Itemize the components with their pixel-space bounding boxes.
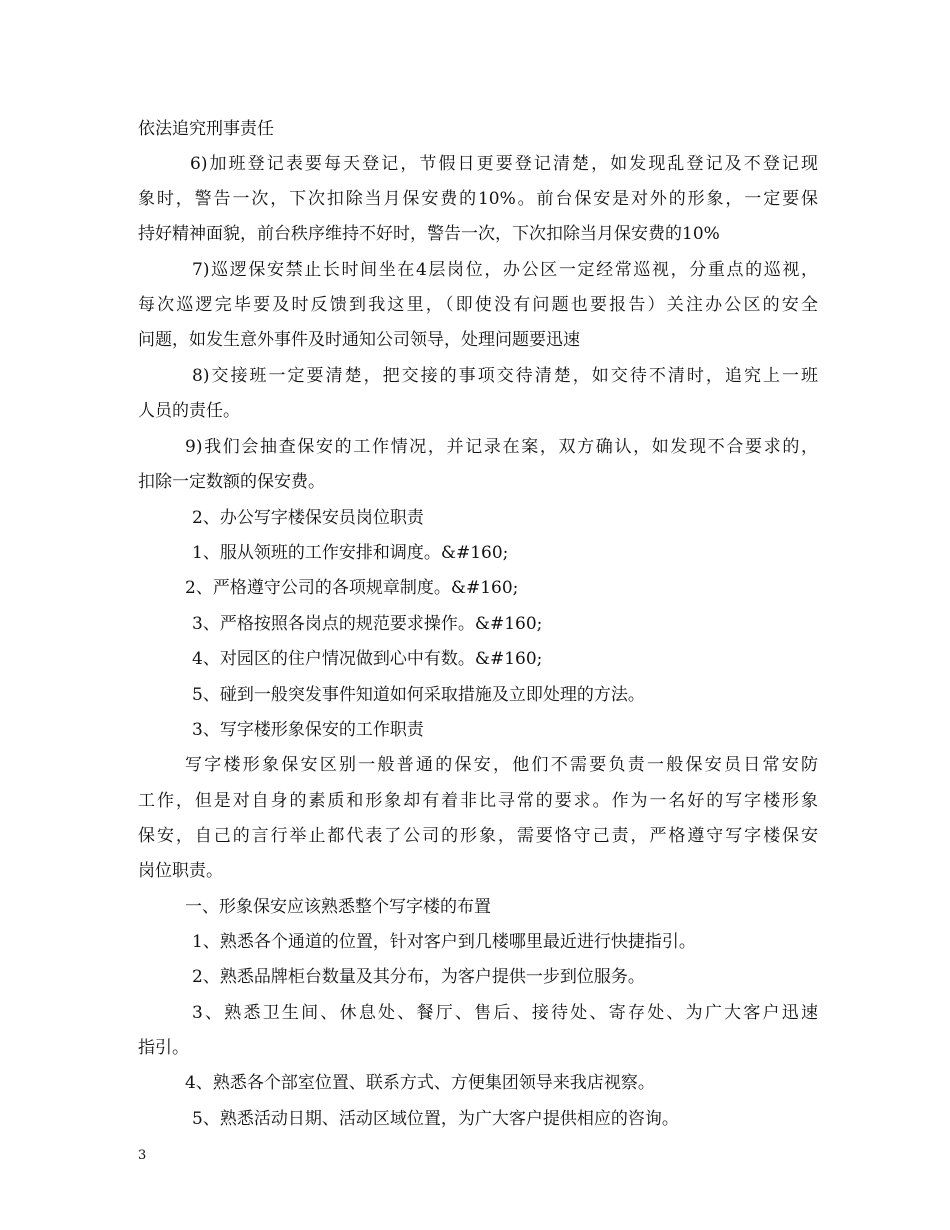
text-line: 2、熟悉品牌柜台数量及其分布，为客户提供一步到位服务。 <box>192 967 645 987</box>
text-line: 问题，如发生意外事件及时通知公司领导，处理问题要迅速 <box>138 330 580 350</box>
text-line: 人员的责任。 <box>138 401 240 421</box>
text-line: 3、熟悉卫生间、休息处、餐厅、售后、接待处、寄存处、为广大客户迅速 <box>192 1003 818 1023</box>
text-line: 写字楼形象保安区别一般普通的保安，他们不需要负责一般保安员日常安防 <box>185 755 818 775</box>
text-line: 一、形象保安应该熟悉整个写字楼的布置 <box>185 897 491 917</box>
text-line: 7)巡逻保安禁止长时间坐在4层岗位，办公区一定经常巡视，分重点的巡视， <box>192 260 818 280</box>
text-line: 指引。 <box>138 1038 189 1058</box>
text-line: 扣除一定数额的保安费。 <box>138 472 325 492</box>
text-line: 8)交接班一定要清楚，把交接的事项交待清楚，如交待不清时，追究上一班 <box>192 366 818 386</box>
text-line: 4、对园区的住户情况做到心中有数。&#160; <box>192 649 543 669</box>
text-line: 2、严格遵守公司的各项规章制度。&#160; <box>185 578 519 598</box>
text-line: 4、熟悉各个部室位置、联系方式、方便集团领导来我店视察。 <box>185 1073 655 1093</box>
text-line: 持好精神面貌，前台秩序维持不好时，警告一次，下次扣除当月保安费的10% <box>138 224 720 244</box>
text-line: 岗位职责。 <box>138 861 223 881</box>
text-line: 3、严格按照各岗点的规范要求操作。&#160; <box>192 614 543 634</box>
page-number: 3 <box>138 1148 147 1163</box>
text-line: 每次巡逻完毕要及时反馈到我这里，（即使没有问题也要报告）关注办公区的安全 <box>138 295 818 315</box>
text-line: 1、服从领班的工作安排和调度。&#160; <box>192 543 509 563</box>
text-line: 依法追究刑事责任 <box>138 119 274 139</box>
text-line: 3、写字楼形象保安的工作职责 <box>192 720 424 740</box>
text-line: 1、熟悉各个通道的位置，针对客户到几楼哪里最近进行快捷指引。 <box>192 932 696 952</box>
text-line: 工作，但是对自身的素质和形象却有着非比寻常的要求。作为一名好的写字楼形象 <box>138 791 818 811</box>
text-line: 5、碰到一般突发事件知道如何采取措施及立即处理的方法。 <box>192 685 645 705</box>
text-line: 5、熟悉活动日期、活动区域位置，为广大客户提供相应的咨询。 <box>192 1109 679 1129</box>
text-line: 6)加班登记表要每天登记，节假日更要登记清楚，如发现乱登记及不登记现 <box>190 154 818 174</box>
text-line: 保安，自己的言行举止都代表了公司的形象，需要恪守己责，严格遵守写字楼保安 <box>138 826 818 846</box>
text-line: 2、办公写字楼保安员岗位职责 <box>192 508 424 528</box>
text-line: 象时，警告一次，下次扣除当月保安费的10%。前台保安是对外的形象，一定要保 <box>138 189 818 209</box>
text-line: 9)我们会抽查保安的工作情况，并记录在案，双方确认，如发现不合要求的， <box>185 437 818 457</box>
